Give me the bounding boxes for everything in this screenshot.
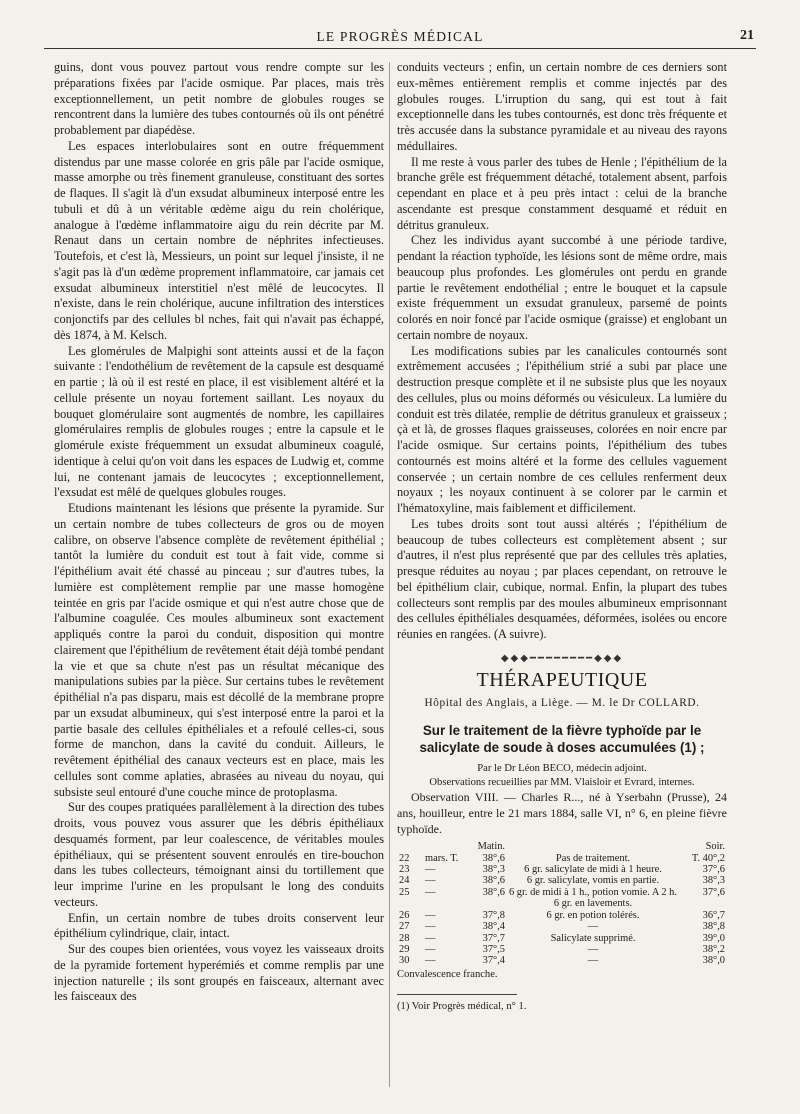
- paragraph: Sur des coupes bien orientées, vous voyez les vaisseaux droits de la pyramide fortement hyperémiés et comme remplis par une injection naturelle ; ils sont groupés en faisceaux, alternant avec les faisceaux des: [54, 942, 384, 1004]
- table-row: [397, 955, 727, 966]
- cell-soir: 37°,6: [702, 864, 725, 876]
- cell-month: —: [425, 932, 436, 944]
- paragraph: Chez les individus ayant succombé à une période tardive, pendant la réaction typhoïde, les lésions sont de même ordre, mais beaucoup plus profondes. Les glomérules ont perdu en grande partie le revêtement endothélial ; entre le bouquet et la capsule existe fréquemment un exsudat granuleux, parsemé de points colorés en noir foncé par l'acide osmique (graisse) et englobant un certain nombre de noyaux.: [397, 233, 727, 342]
- cell-day: 26: [399, 909, 410, 921]
- table-row: [397, 875, 727, 886]
- section-title: THÉRAPEUTIQUE: [476, 668, 648, 691]
- cell-day: 29: [399, 943, 410, 955]
- temperature-table: [397, 841, 727, 966]
- paragraph: guins, dont vous pouvez partout vous rendre compte sur les préparations fixées par l'acide osmique. Par places, mais très exceptionnellement, un petit nombre de globules rouges se rencontrent dans la lumière des tubes contournés où ils ont pénétré probablement par diapédèse.: [54, 60, 384, 137]
- paragraph: Les glomérules de Malpighi sont atteints aussi et de la façon suivante : l'endothélium de revêtement de la capsule est desquamé en partie ; là où il est resté en place, il est visiblement altéré et la cellule présente un noyau fortement saillant. Les noyaux du bouquet glomérulaire sont augmentés de nombre, les capillaires glomérulaires remplis de globules rouges ; entre la capsule et le glomérule existe fréquemment un exsudat albumineux coagulé, identique à celui qu'on voit dans les espaces de Ludwig et, comme lui, ne contenant jamais de leucocytes ; exceptionnellement, l'exsudat est mêlé de quelques globules rouges.: [54, 343, 384, 500]
- cell-note: —: [587, 943, 599, 955]
- paragraph: Etudions maintenant les lésions que présente la pyramide. Sur un certain nombre de tubes collecteurs de gros ou de moyen calibre, on observe l'absence complète de revêtement épithélial ; tantôt la lumière du conduit est tout à fait vide, comme si l'épithélium avait été chassé au pinceau ; sur d'autres tubes, la lumière est complètement remplie par une masse homogène teintée en gris par l'acide osmique et qui n'est autre chose que de l'albumine coagulée. Ces moules albumineux sont exactement appliqués contre la paroi du conduit, disposition qui montre clairement que l'épithélium de revêtement était déjà tombé pendant la vie et que sa chute n'est pas un résultat mécanique des manipulations subies par la pièce. Sur certains tubes le revêtement épithélial n'a pas disparu, mais est décollé de la membrane propre par un exsudat albumineux, qui s'est interposé entre la paroi et la partie basale des cellules épithéliales et a refoulé celles-ci, sous forme de manchon, dans la cavité du conduit. Ailleurs, le revêtement épithélial des canaux vecteurs est en place, mais les cellules sont comme aplaties, abrasées au niveau du noyau, qui subsiste seul entouré d'une couche mince de protoplasma.: [54, 501, 384, 799]
- paragraph: Les modifications subies par les canalicules contournés sont extrêmement accusées ; l'épithélium strié a subi par place une destruction presque complète et il ne subsiste plus que les noyaux des cellules, plus ou moins déformés ou vésiculeux. La lumière du conduit est très dilatée, remplie de détritus granuleux et graisseux ; çà et là, de grosses flaques graisseuses, colorées en noir encre par l'acide osmique. Sur certains points, l'épithélium des tubes contournés est moins altéré et la forme des cellules vaguement conservée ; un certain nombre de ces cellules renferment deux noyaux ; les noyaux continuent à se colorer par le carmin et l'hématoxyline, mais faiblement et difficilement.: [397, 343, 727, 515]
- hospital-line: Hôpital des Anglais, a Liège. — M. le Dr COLLARD.: [424, 697, 700, 710]
- cell-matin: 38°,3: [482, 864, 505, 876]
- cell-month: —: [425, 875, 436, 887]
- paragraph: Il me reste à vous parler des tubes de Henle ; l'épithélium de la branche grêle est fréquemment détaché, totalement absent, parfois cependant en place et à peu près intact : celui de la branche ascendante est presque constamment desquamé et réduit en détritus granuleux.: [397, 154, 727, 232]
- table-header-row: [397, 841, 727, 852]
- convalescence-note: Convalescence franche.: [397, 968, 498, 980]
- left-column: [54, 60, 384, 1005]
- cell-note: 6 gr. salicylate, vomis en partie.: [526, 875, 660, 887]
- cell-month: —: [425, 864, 436, 876]
- paragraph: Les tubes droits sont tout aussi altérés ; l'épithélium de beaucoup de tubes collecteurs est complètement absent ; sur d'autres, il n'est plus représenté que par des cellules très aplaties, presque réduites au noyau ; par places cependant, on retrouve le bel épithélium clair, cubique, normal. Enfin, la plupart des tubes collecteurs sont remplis par des moules albumineux emprisonnant des cellules épithéliales desquamées, déformées, isolées ou encore réunies en rangées. (A suivre).: [397, 516, 727, 641]
- cell-month: —: [425, 943, 436, 955]
- cell-note: Salicylate supprimé.: [550, 932, 636, 944]
- table-row: [397, 944, 727, 955]
- cell-day: 28: [399, 932, 410, 944]
- cell-soir: 36°,7: [702, 909, 725, 921]
- table-row: [397, 910, 727, 921]
- cell-soir: T. 40°,2: [691, 852, 725, 864]
- cell-soir: 38°,8: [702, 921, 725, 933]
- page-header: [44, 26, 756, 49]
- cell-matin: 38°,4: [482, 921, 505, 933]
- observation-intro: Observation VIII. — Charles R..., né à Yserbahn (Prusse), 24 ans, houilleur, entre le 21 mars 1884, salle VI, n° 6, en pleine fièvre typhoïde.: [397, 790, 727, 836]
- cell-day: 23: [399, 864, 410, 876]
- section-ornament: ◆◆◆━━━━━━━━◆◆◆: [500, 652, 624, 664]
- cell-note: —: [587, 921, 599, 933]
- header-soir: Soir.: [705, 841, 725, 853]
- cell-matin: 38°,6: [482, 875, 505, 887]
- paragraph: Les espaces interlobulaires sont en outre fréquemment distendus par une masse colorée en gris pâle par l'acide osmique, masse amorphe ou très finement granuleuse, constituant des sortes de flaques. Il s'agit là d'un exsudat albumineux interposé entre les tubuli et dû à un véritable œdème aigu du rein cholérique, analogue à l'œdème inflammatoire aigu du rein décrite par M. Renaut dans un certain nombre de néphrites infectieuses. Toutefois, et c'est là, Messieurs, un point sur lequel j'insiste, il ne s'agit pas là d'un œdème proprement inflammatoire, car jamais cet exsudat albumineux interstitiel n'est mêlé de leucocytes. Il n'existe, dans le rein cholérique, aucune infiltration des interstices conjonctifs par des cellules bl nches, fait qui n'avait pas échappé, dès 1874, à M. Kelsch.: [54, 138, 384, 342]
- cell-note: 6 gr. de midi à 1 h., potion vomie. A 2 h. 6 gr. en lavements.: [509, 886, 677, 910]
- cell-day: 22: [399, 852, 410, 864]
- header-matin: Matin.: [477, 841, 505, 853]
- table-row: [397, 853, 727, 864]
- table-row: [397, 921, 727, 932]
- cell-note: 6 gr. salicylate de midi à 1 heure.: [524, 864, 662, 876]
- footnote: (1) Voir Progrès médical, n° 1.: [397, 1001, 527, 1013]
- cell-soir: 38°,2: [702, 943, 725, 955]
- paragraph: Enfin, un certain nombre de tubes droits conservent leur épithélium cylindrique, clair, intact.: [54, 910, 384, 941]
- byline-observers: Observations recueillies par MM. Vlaisloir et Evrard, internes.: [429, 777, 695, 788]
- cell-month: —: [425, 909, 436, 921]
- cell-soir: 38°,3: [702, 875, 725, 887]
- cell-note: Pas de traitement.: [555, 852, 631, 864]
- cell-matin: 37°,8: [482, 909, 505, 921]
- paragraph: Sur des coupes pratiquées parallèlement à la direction des tubes droits, vous pouvez vous assurer que les débris épithéliaux desquamés forment, par leur coalescence, de véritables moules épithéliaux, qui se présentent souvent enroulés en tire-bouchon dans les tubes collecteurs, témoignant ainsi du tortillement que leur imprime l'urine en les propulsant le long des conduits vecteurs.: [54, 800, 384, 909]
- cell-day: 27: [399, 921, 410, 933]
- article-title: Sur le traitement de la fièvre typhoïde par le salicylate de soude à doses accumulées (1) ;: [419, 723, 705, 755]
- byline-author: Par le Dr Léon BECO, médecin adjoint.: [477, 763, 647, 774]
- paragraph: conduits vecteurs ; enfin, un certain nombre de ces derniers sont eux-mêmes entièrement remplis et comme injectés par des globules rouges. L'irruption du sang, qui est tout à fait exceptionnelle dans les tubes contournés, est donc très fréquente et très accusée dans la substance pyramidale et au niveau des rayons médullaires.: [397, 60, 727, 153]
- cell-note: 6 gr. en potion tolérés.: [546, 909, 640, 921]
- cell-matin: 37°,7: [482, 932, 505, 944]
- cell-matin: 37°,5: [482, 943, 505, 955]
- cell-day: 25: [399, 886, 410, 898]
- cell-month: mars. T.: [425, 852, 459, 864]
- table-row: [397, 864, 727, 875]
- table-row: [397, 933, 727, 944]
- table-row: [397, 887, 727, 910]
- footnote-rule: [397, 994, 517, 995]
- cell-soir: 38°,0: [702, 955, 725, 967]
- right-column: [397, 60, 727, 1015]
- cell-month: —: [425, 886, 436, 898]
- page-number: 21: [740, 28, 754, 43]
- cell-soir: 39°,0: [702, 932, 725, 944]
- cell-note: —: [587, 955, 599, 967]
- column-divider: [389, 62, 390, 1087]
- cell-matin: 38°,6: [482, 886, 505, 898]
- cell-matin: 38°,6: [482, 852, 505, 864]
- cell-day: 30: [399, 955, 410, 967]
- cell-soir: 37°,6: [702, 886, 725, 898]
- journal-title: LE PROGRÈS MÉDICAL: [316, 29, 484, 44]
- cell-month: —: [425, 921, 436, 933]
- cell-day: 24: [399, 875, 410, 887]
- cell-month: —: [425, 955, 436, 967]
- cell-matin: 37°,4: [482, 955, 505, 967]
